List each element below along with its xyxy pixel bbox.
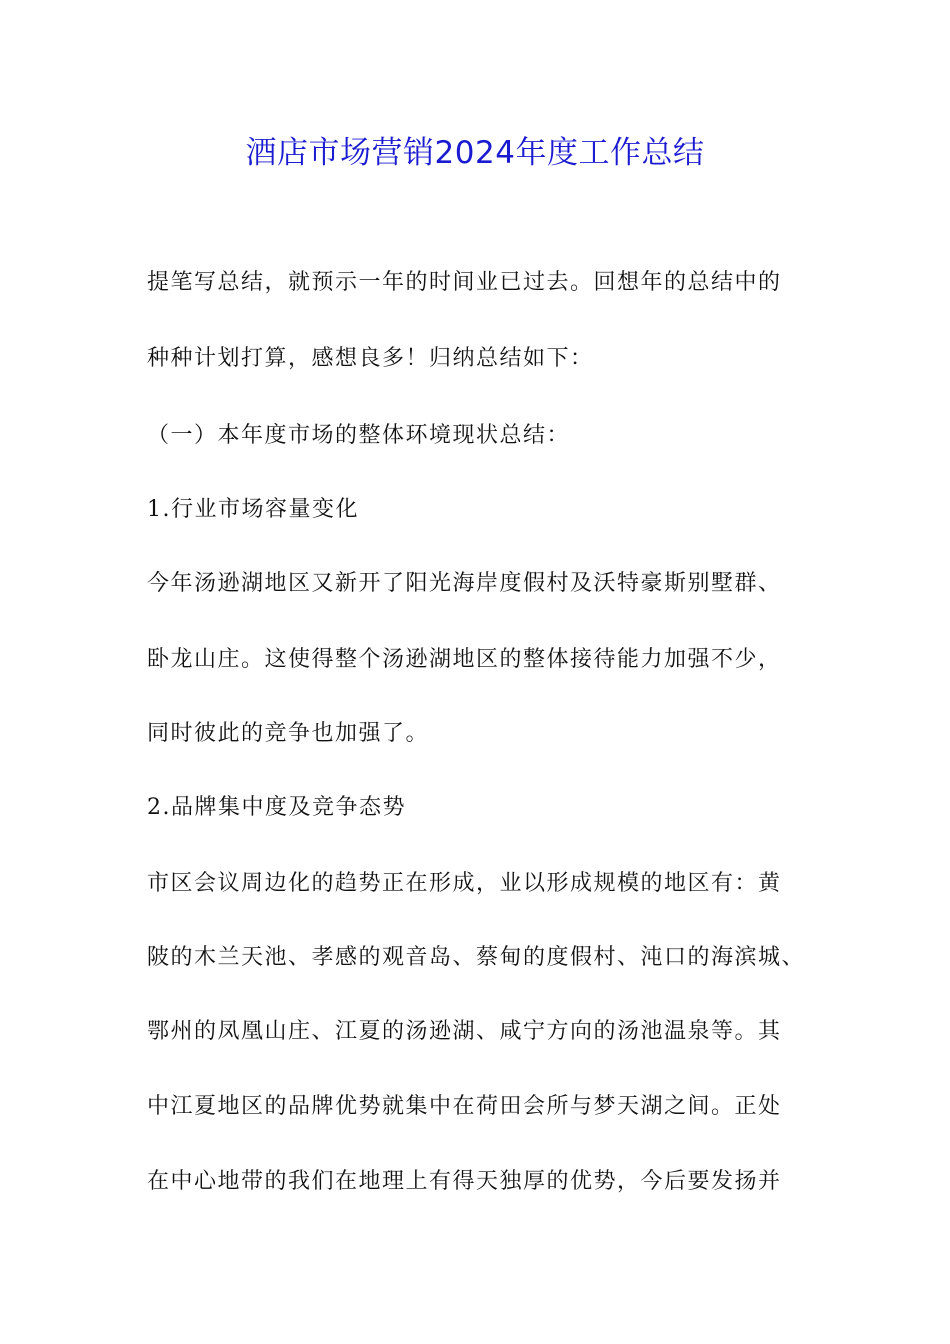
subsection-heading-1: 1.行业市场容量变化 [147, 497, 359, 522]
body-line-8: 鄂州的凤凰山庄、江夏的汤逊湖、咸宁方向的汤池温泉等。其 [147, 1019, 782, 1044]
body-line-1: 提笔写总结，就预示一年的时间业已过去。回想年的总结中的 [147, 270, 782, 295]
section-heading-1: （一）本年度市场的整体环境现状总结： [147, 423, 571, 448]
body-line-9: 中江夏地区的品牌优势就集中在荷田会所与梦天湖之间。正处 [147, 1094, 782, 1119]
body-line-5: 同时彼此的竞争也加强了。 [147, 721, 430, 746]
body-line-4: 卧龙山庄。这使得整个汤逊湖地区的整体接待能力加强不少， [147, 647, 782, 672]
body-line-2: 种种计划打算，感想良多！归纳总结如下： [147, 346, 594, 371]
document-title: 酒店市场营销2024年度工作总结 [245, 135, 705, 171]
body-line-3: 今年汤逊湖地区又新开了阳光海岸度假村及沃特豪斯别墅群、 [147, 571, 782, 596]
body-line-6: 市区会议周边化的趋势正在形成，业以形成规模的地区有：黄 [147, 871, 782, 896]
body-line-7: 陂的木兰天池、孝感的观音岛、蔡甸的度假村、沌口的海滨城、 [147, 945, 806, 970]
subsection-heading-2: 2.品牌集中度及竞争态势 [147, 795, 406, 820]
body-line-10: 在中心地带的我们在地理上有得天独厚的优势，今后要发扬并 [147, 1169, 782, 1194]
